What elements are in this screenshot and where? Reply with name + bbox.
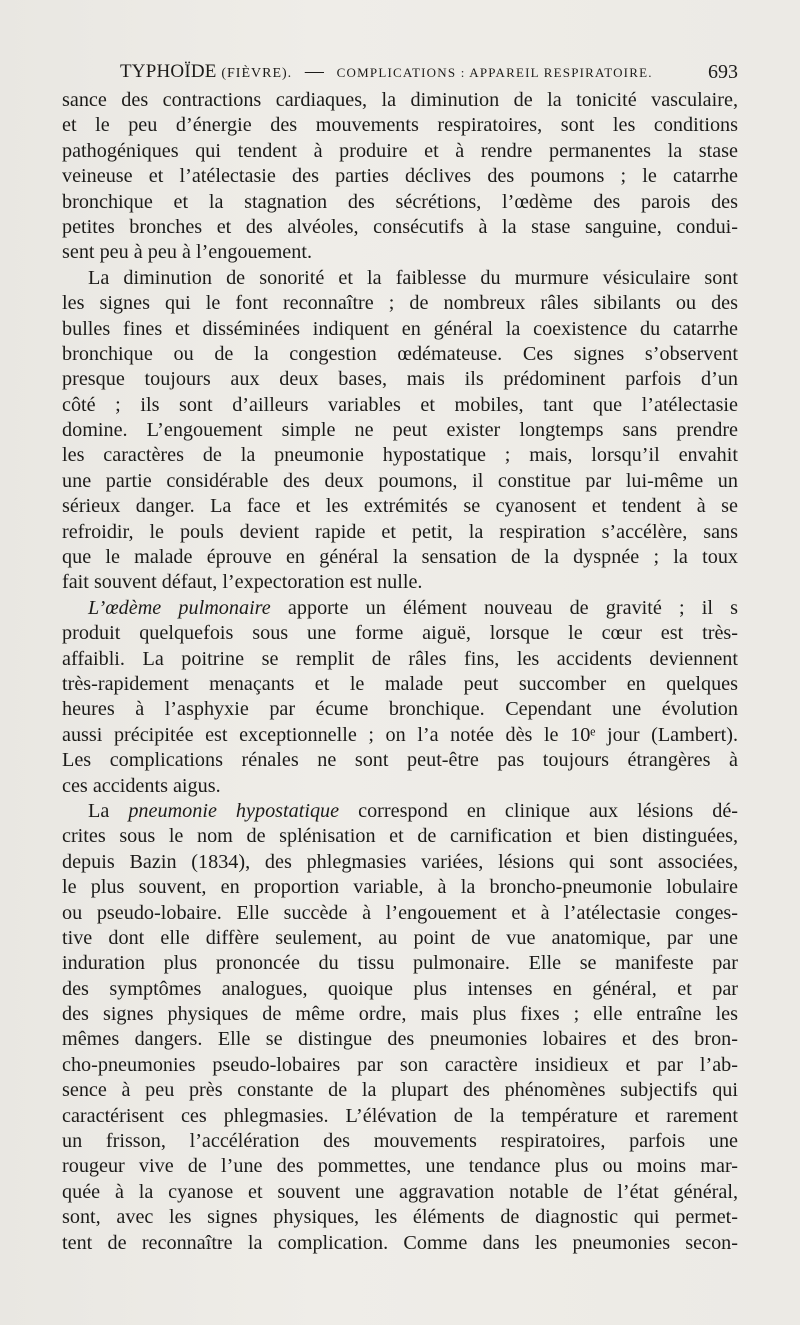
text-run: La — [88, 799, 129, 822]
text-line: très-rapidement menaçants et le malade peut succomber en quelques — [62, 672, 738, 695]
text-line: bronchique ou de la congestion œdémateuse. Ces signes s’observent — [62, 342, 738, 365]
text-line: que le malade éprouve en général la sensation de la dyspnée ; la toux — [62, 546, 738, 569]
text-line: des signes physiques de même ordre, mais plus fixes ; elle entraîne les — [62, 1003, 738, 1026]
text-line: veineuse et l’atélectasie des parties déclives des poumons ; le catarrhe — [62, 165, 738, 188]
text-line: côté ; ils sont d’ailleurs variables et mobiles, tant que l’atélectasie — [62, 393, 738, 416]
running-head — [120, 60, 738, 84]
text-line: quée à la cyanose et souvent une aggravation notable de l’état général, — [62, 1180, 738, 1203]
text-line: ou pseudo-lobaire. Elle succède à l’engouement et à l’atélectasie conges- — [62, 901, 738, 924]
text-line: mêmes dangers. Elle se distingue des pneumonies lobaires et des bron- — [62, 1028, 738, 1051]
text-line: ces accidents aigus. — [62, 774, 221, 797]
text-line: un frisson, l’accélération des mouvements respiratoires, parfois une — [62, 1130, 738, 1153]
text-line: presque toujours aux deux bases, mais ils prédominent parfois d’un — [62, 368, 738, 391]
text-line: cho-pneumonies pseudo-lobaires par son caractère insidieux et par l’ab- — [62, 1053, 738, 1076]
italic-term: pneumonie hypostatique — [128, 799, 340, 822]
text-line: le plus souvent, en proportion variable, à la broncho-pneumonie lobulaire — [62, 876, 738, 899]
text-line: rougeur vive de l’une des pommettes, une tendance plus ou moins mar- — [62, 1155, 738, 1178]
text-line: depuis Bazin (1834), des phlegmasies variées, lésions qui sont associées, — [62, 850, 738, 873]
text-line — [62, 596, 738, 621]
text-line: La diminution de sonorité et la faiblesse du murmure vésiculaire sont — [88, 266, 738, 289]
text-line: bronchique et la stagnation des sécrétions, l’œdème des parois des — [62, 190, 738, 213]
text-line: pathogéniques qui tendent à produire et à rendre permanentes la stase — [62, 139, 738, 162]
text-line: sence à peu près constante de la plupart des phénomènes subjectifs qui — [62, 1079, 738, 1102]
text-line — [62, 799, 738, 824]
text-line: tent de reconnaître la complication. Comme dans les pneumonies secon- — [62, 1231, 738, 1254]
text-line: heures à l’asphyxie par écume bronchique. Cependant une évolution — [62, 698, 738, 721]
text-line: induration plus prononcée du tissu pulmonaire. Elle se manifeste par — [62, 952, 738, 975]
body-text — [62, 88, 738, 1256]
text-line: caractérisent ces phlegmasies. L’élévation de la température et rarement — [62, 1104, 738, 1127]
text-line: domine. L’engouement simple ne peut exister longtemps sans prendre — [62, 419, 738, 442]
text-run: apporte un élément nouveau de gravité ; il s — [270, 596, 738, 619]
running-head-subtitle: COMPLICATIONS : APPAREIL RESPIRATOIRE. — [336, 65, 653, 80]
text-line: produit quelquefois sous une forme aiguë, lorsque le cœur est très- — [62, 622, 738, 645]
running-head-title: TYPHOÏDE — [120, 61, 217, 82]
text-line: crites sous le nom de splénisation et de carnification et bien distinguées, — [62, 825, 738, 848]
text-line: sérieux danger. La face et les extrémités se cyanosent et tendent à se — [62, 495, 738, 518]
text-line: petites bronches et des alvéoles, consécutifs à la stase sanguine, condui- — [62, 215, 738, 238]
text-line: sance des contractions cardiaques, la diminution de la tonicité vasculaire, — [62, 89, 738, 111]
running-head-paren: (FIÈVRE). — [221, 66, 293, 81]
text-line: les caractères de la pneumonie hypostatique ; mais, lorsqu’il envahit — [62, 444, 738, 467]
text-line: sent peu à peu à l’engouement. — [62, 241, 313, 264]
text-line: les signes qui le font reconnaître ; de nombreux râles sibilants ou des — [62, 292, 738, 315]
text-line: tive dont elle diffère seulement, au point de vue anatomique, par une — [62, 926, 738, 949]
text-line: une partie considérable des deux poumons, il constitue par lui-même un — [62, 469, 738, 492]
text-line: sont, avec les signes physiques, les éléments de diagnostic qui permet- — [62, 1206, 738, 1229]
text-line: Les complications rénales ne sont peut-être pas toujours étrangères à — [62, 749, 738, 772]
text-line: des symptômes analogues, quoique plus intenses en général, et par — [62, 977, 738, 1000]
text-line: fait souvent défaut, l’expectoration est nulle. — [62, 571, 423, 594]
italic-term: L’œdème pulmonaire — [88, 596, 271, 619]
text-line: bulles fines et disséminées indiquent en général la coexistence du catarrhe — [62, 317, 738, 340]
text-line: aussi précipitée est exceptionnelle ; on l’a notée dès le 10ᵉ jour (Lambert). — [62, 723, 738, 746]
text-run: correspond en clinique aux lésions dé- — [339, 799, 738, 822]
text-line: affaibli. La poitrine se remplit de râles fins, les accidents deviennent — [62, 647, 738, 670]
text-line: et le peu d’énergie des mouvements respiratoires, sont les conditions — [62, 114, 738, 137]
page-number: 693 — [708, 61, 738, 83]
running-head-dash: — — [304, 61, 324, 82]
text-line: refroidir, le pouls devient rapide et petit, la respiration s’accélère, sans — [62, 520, 738, 543]
